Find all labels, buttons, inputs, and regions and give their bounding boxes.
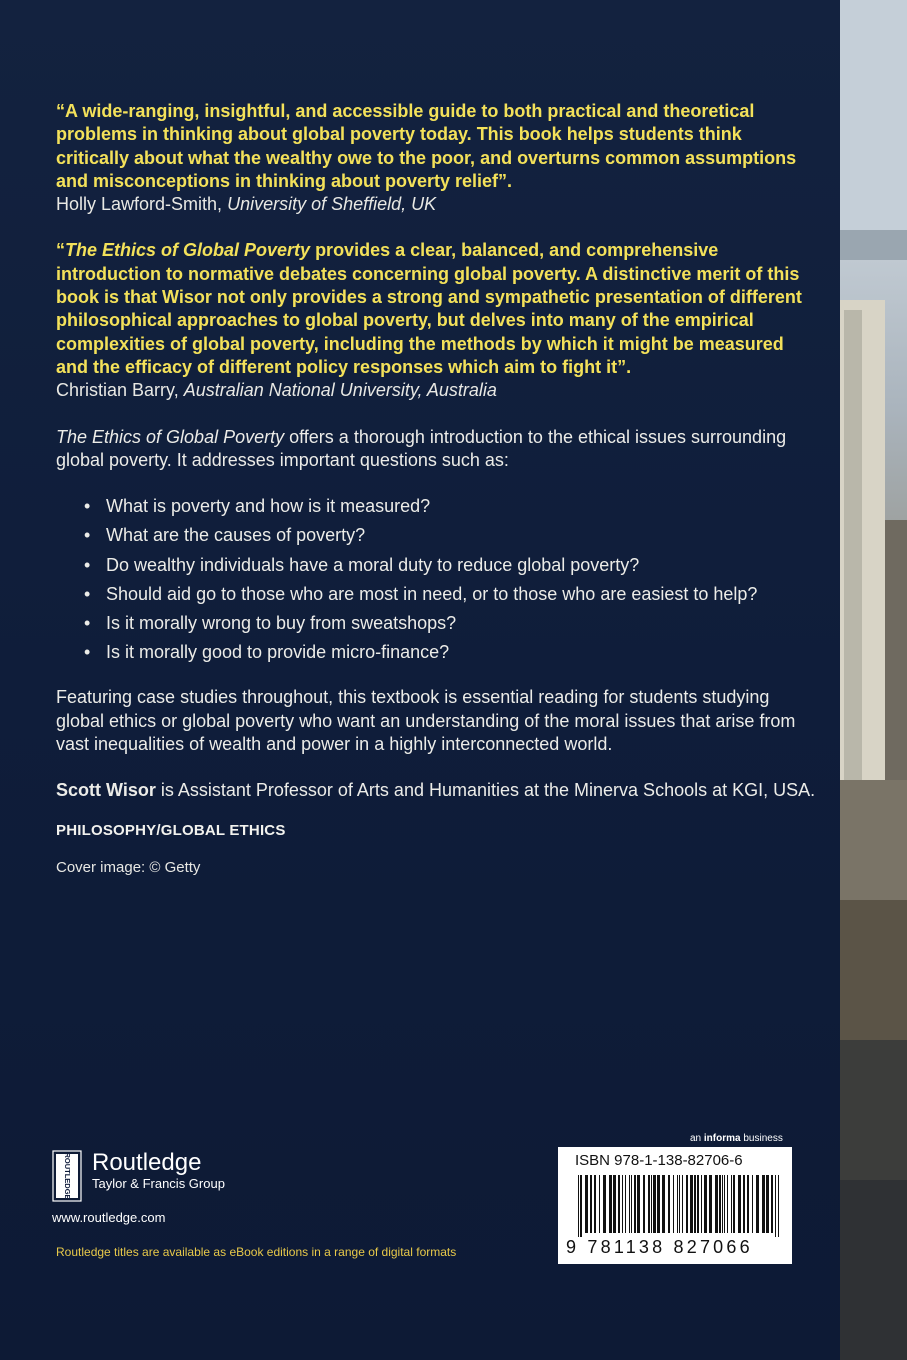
bullet-icon: •	[84, 496, 91, 517]
bullet-icon: •	[84, 642, 91, 663]
intro-paragraph	[56, 426, 816, 473]
logo-vertical-text: ROUTLEDGE	[63, 1152, 73, 1200]
barcode-bar	[578, 1175, 579, 1237]
barcode-bar	[643, 1175, 645, 1233]
question-list	[56, 492, 816, 667]
subject-category: PHILOSOPHY/GLOBAL ETHICS	[56, 822, 286, 840]
isbn-barcode	[558, 1147, 792, 1264]
cover-image-credit: Cover image: © Getty	[56, 859, 201, 877]
list-item-text: Should aid go to those who are most in need, or to those who are easiest to help?	[106, 583, 758, 604]
barcode-bar	[622, 1175, 623, 1233]
barcode-bar	[613, 1175, 616, 1233]
barcode-bar	[690, 1175, 693, 1233]
informa-suffix: business	[740, 1133, 783, 1144]
author-bio	[56, 779, 816, 802]
city-photo-illustration	[840, 0, 907, 1360]
back-cover-text	[56, 100, 816, 876]
barcode-bar	[743, 1175, 745, 1233]
author-bio-text: is Assistant Professor of Arts and Humanities at the Minerva Schools at KGI, USA.	[155, 780, 816, 801]
barcode-bar	[724, 1175, 725, 1233]
barcode-bar	[682, 1175, 683, 1233]
quote-text	[56, 240, 802, 376]
isbn-label: ISBN 978-1-138-82706-6	[575, 1152, 743, 1169]
list-item-text: What are the causes of poverty?	[106, 525, 366, 546]
bullet-icon: •	[84, 525, 91, 546]
barcode-bar	[653, 1175, 656, 1233]
list-item	[56, 580, 816, 609]
ebook-note: Routledge titles are available as eBook editions in a range of digital formats	[56, 1245, 457, 1259]
barcode-bar	[701, 1175, 702, 1233]
list-item-text: Do wealthy individuals have a moral duty to reduce global poverty?	[106, 554, 640, 575]
quote-attribution	[56, 193, 816, 216]
barcode-bar	[775, 1175, 776, 1237]
barcode-bar	[727, 1175, 728, 1233]
informa-business-label	[690, 1133, 783, 1144]
bullet-icon: •	[84, 554, 91, 575]
publisher-url: www.routledge.com	[52, 1210, 166, 1225]
barcode-bar	[733, 1175, 735, 1233]
quote-author: Christian Barry,	[56, 380, 179, 401]
barcode-bar	[752, 1175, 753, 1233]
barcode-bar	[580, 1175, 582, 1237]
barcode-bar	[719, 1175, 721, 1233]
barcode-bar	[618, 1175, 620, 1233]
list-item-text: Is it morally good to provide micro-finance?	[106, 642, 450, 663]
barcode-bar	[631, 1175, 632, 1233]
list-item	[56, 521, 816, 550]
quote-body: provides a clear, balanced, and comprehensive introduction to normative debates concerning global poverty. A distinctive merit of this book is that Wisor not only provides a strong and sympathetic presentation of different philosophical approaches to global poverty, but delves into many of the empirical complexities of global poverty, including the methods by which it might be measured and the efficacy of different policy responses which aim to fight it”.	[56, 240, 802, 377]
barcode-bar	[766, 1175, 769, 1233]
barcode-bar	[590, 1175, 592, 1233]
barcode-bar	[668, 1175, 670, 1233]
endorsement-quote	[56, 100, 816, 216]
publisher-logo	[52, 1150, 225, 1202]
barcode-bar	[694, 1175, 696, 1233]
barcode-bar	[686, 1175, 688, 1233]
cover-photo-strip	[840, 0, 907, 1360]
barcode-bar	[629, 1175, 630, 1233]
book-title-italic: The Ethics of Global Poverty	[56, 426, 285, 447]
list-item	[56, 638, 816, 667]
barcode-bar	[756, 1175, 759, 1233]
barcode-bar	[771, 1175, 773, 1233]
list-item-text: Is it morally wrong to buy from sweatshops?	[106, 612, 457, 633]
barcode-bar	[738, 1175, 741, 1233]
barcode-bar	[634, 1175, 636, 1233]
barcode-bar	[657, 1175, 660, 1233]
author-name: Scott Wisor	[56, 780, 156, 801]
barcode-bar	[585, 1175, 588, 1233]
quote-author: Holly Lawford-Smith,	[56, 194, 223, 215]
list-item	[56, 492, 816, 521]
barcode-bar	[697, 1175, 699, 1233]
quote-affiliation: University of Sheffield, UK	[227, 194, 437, 215]
routledge-logo-icon	[52, 1150, 82, 1202]
barcode-bar	[599, 1175, 600, 1233]
list-item	[56, 551, 816, 580]
book-title-italic: The Ethics of Global Poverty	[65, 240, 311, 261]
quote-affiliation: Australian National University, Australia	[183, 380, 497, 401]
barcode-bar	[651, 1175, 652, 1233]
isbn-digits-text: 9 781138 827066	[566, 1237, 753, 1257]
barcode-bar	[715, 1175, 718, 1233]
barcode-bar	[704, 1175, 707, 1233]
barcode-bar	[603, 1175, 606, 1233]
list-item	[56, 609, 816, 638]
barcode-bar	[747, 1175, 749, 1233]
barcode-bar	[673, 1175, 674, 1233]
barcode-bar	[625, 1175, 626, 1233]
barcode-bars-icon	[558, 1175, 792, 1237]
intro-text: offers a thorough introduction to the ethical issues surrounding global poverty. It addresses important questions such as:	[56, 426, 787, 470]
quote-text: “A wide-ranging, insightful, and accessible guide to both practical and theoretical problems in thinking about global poverty today. This book helps students think critically about what the wealthy owe to the poor, and overturns common assumptions and misconceptions in thinking about poverty relief”.	[56, 101, 797, 191]
informa-word: informa	[703, 1133, 741, 1144]
feature-paragraph: Featuring case studies throughout, this textbook is essential reading for students studying global ethics or global poverty who want an understanding of the moral issues that arise from vast inequalities of wealth and power in a highly interconnected world.	[56, 687, 796, 754]
bullet-icon: •	[84, 583, 91, 604]
barcode-bar	[709, 1175, 712, 1233]
publisher-block	[52, 1150, 225, 1225]
barcode-bar	[594, 1175, 596, 1233]
barcode-bar	[731, 1175, 732, 1233]
informa-prefix: an	[690, 1133, 704, 1144]
quote-open-mark: “	[56, 240, 65, 261]
barcode-bar	[677, 1175, 678, 1233]
quote-attribution	[56, 379, 816, 402]
isbn-digits	[558, 1237, 792, 1258]
barcode-bar	[762, 1175, 765, 1233]
barcode-bar	[648, 1175, 650, 1233]
barcode-bar	[662, 1175, 665, 1233]
publisher-group: Taylor & Francis Group	[92, 1176, 225, 1191]
publisher-name-block	[92, 1150, 225, 1192]
bullet-icon: •	[84, 612, 91, 633]
barcode-bar	[637, 1175, 640, 1233]
barcode-bar	[609, 1175, 612, 1233]
barcode-bar	[778, 1175, 779, 1237]
barcode-bar	[722, 1175, 723, 1233]
endorsement-quote	[56, 239, 816, 402]
publisher-name: Routledge	[92, 1149, 202, 1176]
barcode-bar	[679, 1175, 680, 1233]
list-item-text: What is poverty and how is it measured?	[106, 496, 431, 517]
